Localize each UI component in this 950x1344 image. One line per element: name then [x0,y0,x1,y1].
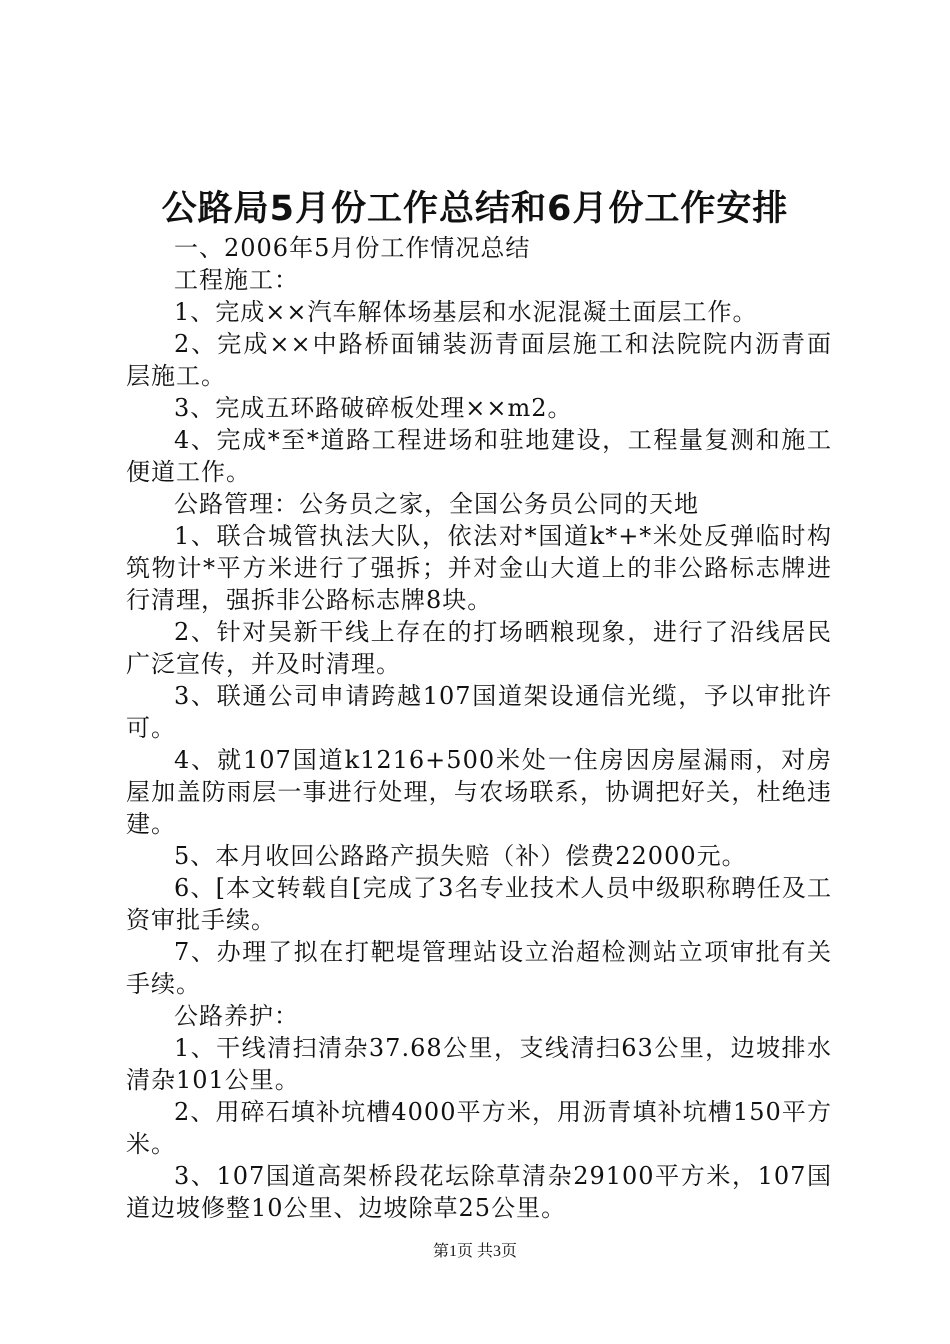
page-number-footer: 第1页 共3页 [432,1243,517,1260]
list-item: 2、针对吴新干线上存在的打场晒粮现象，进行了沿线居民广泛宣传，并及时清理。 [126,618,832,678]
list-item: 4、完成*至*道路工程进场和驻地建设，工程量复测和施工便道工作。 [126,426,832,486]
document-body [126,232,832,1224]
subsection-heading: 公路管理：公务员之家，全国公务员公同的天地 [174,490,699,518]
list-item: 3、107国道高架桥段花坛除草清杂29100平方米，107国道边坡修整10公里、边坡除草25公里。 [126,1162,832,1222]
list-item: 4、就107国道k1216+500米处一住房因房屋漏雨，对房屋加盖防雨层一事进行处理，与农场联系，协调把好关，杜绝违建。 [126,746,832,838]
list-item: 1、完成××汽车解体场基层和水泥混凝土面层工作。 [174,298,758,326]
list-item: 2、用碎石填补坑槽4000平方米，用沥青填补坑槽150平方米。 [126,1098,832,1158]
subsection-heading: 公路养护： [174,1002,299,1030]
list-item: 3、联通公司申请跨越107国道架设通信光缆，予以审批许可。 [126,682,832,742]
list-item: 5、本月收回公路路产损失赔（补）偿费22000元。 [174,842,747,870]
list-item: 2、完成××中路桥面铺装沥青面层施工和法院院内沥青面层施工。 [126,330,832,390]
list-item: 3、完成五环路破碎板处理××m2。 [174,394,573,422]
list-item: 1、联合城管执法大队，依法对*国道k*+*米处反弹临时构筑物计*平方米进行了强拆；并对金山大道上的非公路标志牌进行清理，强拆非公路标志牌8块。 [126,522,832,614]
document-title: 公路局5月份工作总结和6月份工作安排 [161,189,789,229]
list-item: 7、办理了拟在打靶堤管理站设立治超检测站立项审批有关手续。 [126,938,832,998]
subsection-heading: 工程施工： [174,266,299,294]
list-item: 6、[本文转载自[完成了3名专业技术人员中级职称聘任及工资审批手续。 [126,874,832,934]
list-item: 1、干线清扫清杂37.68公里，支线清扫63公里，边坡排水清杂101公里。 [126,1034,832,1094]
section-heading: 一、2006年5月份工作情况总结 [174,234,531,262]
